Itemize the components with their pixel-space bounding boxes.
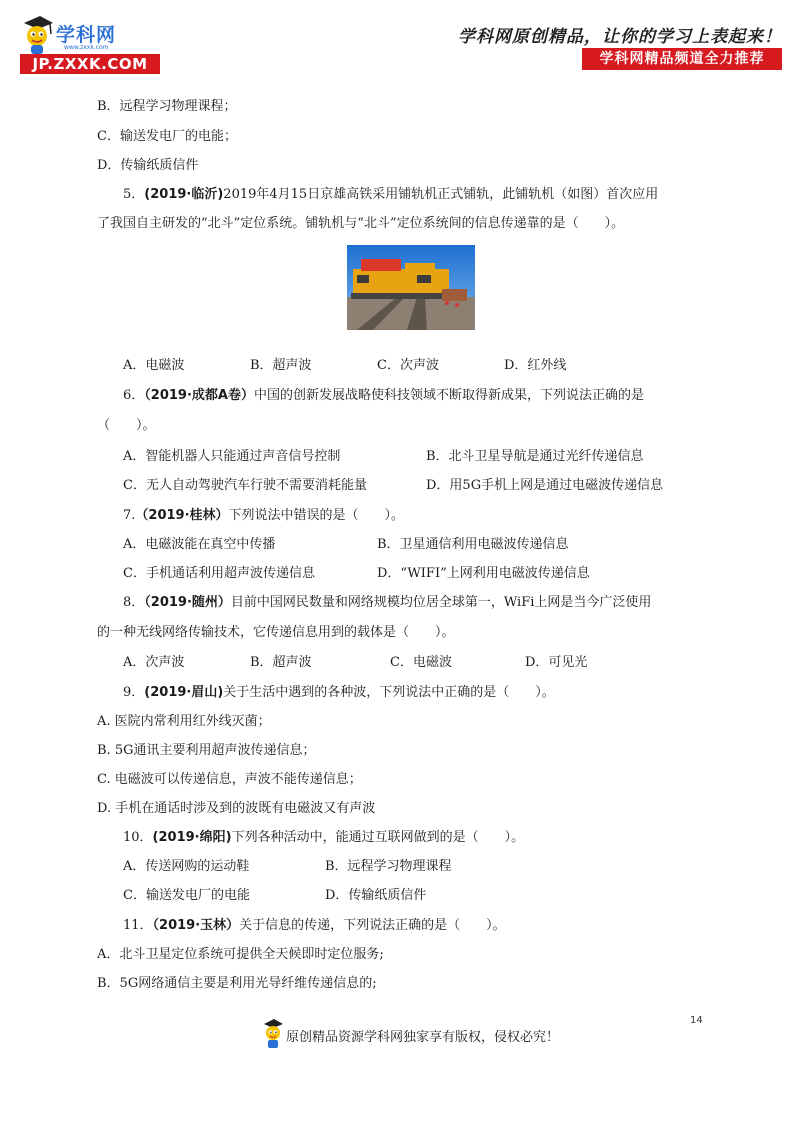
q11-option-b: B．5G网络通信主要是利用光导纤维传递信息的;: [97, 976, 377, 991]
q11-text: 关于信息的传递，下列说法正确的是（ ）。: [239, 918, 506, 933]
q10-option-d: D．传输纸质信件: [325, 888, 427, 903]
q9-option-b: B. 5G通讯主要利用超声波传递信息；: [97, 743, 316, 758]
q5-option-c: C．次声波: [377, 358, 439, 373]
page-footer: [262, 1018, 592, 1052]
q10-stem: [123, 830, 524, 846]
logo-url: www.zxxk.com: [64, 44, 109, 51]
q11-source: （2019·玉林）: [152, 918, 240, 933]
q8-source: （2019·随州）: [144, 595, 231, 610]
q7-option-c: C．手机通话利用超声波传递信息: [123, 566, 315, 581]
q11-option-a: A．北斗卫星定位系统可提供全天候即时定位服务;: [97, 947, 384, 962]
q8-option-c: C．电磁波: [390, 655, 452, 670]
q10-source: (2019·绵阳): [152, 830, 232, 845]
q6-text: 中国的创新发展战略使科技领域不断取得新成果，下列说法正确的是: [253, 388, 644, 403]
q5-stem-cont: 了我国自主研发的“北斗”定位系统。铺轨机与“北斗”定位系统间的信息传递靠的是（ ）。: [97, 216, 625, 231]
q8-option-a: A．次声波: [123, 655, 185, 670]
q9-option-a: A. 医院内常利用红外线灭菌；: [97, 714, 271, 729]
q7-option-d: D．“WIFI”上网利用电磁波传递信息: [377, 566, 590, 581]
q5-option-d: D．红外线: [504, 358, 567, 373]
header-slogan: 学科网原创精品，让你的学习上表起来！: [458, 27, 782, 47]
page-header: [0, 0, 800, 80]
q9-option-c: C. 电磁波可以传递信息，声波不能传递信息；: [97, 772, 362, 787]
q5-option-b: B．超声波: [250, 358, 312, 373]
q6-stem-cont: （ ）。: [97, 418, 156, 433]
mascot-icon: [20, 14, 54, 58]
q5-text: 2019年4月15日京雄高铁采用铺轨机正式铺轨，此铺轨机（如图）首次应用: [223, 187, 659, 202]
q4-option-c: C．输送发电厂的电能；: [97, 129, 237, 144]
q9-source: (2019·眉山): [144, 685, 224, 700]
q5-stem: [123, 187, 658, 203]
q10-text: 下列各种活动中，能通过互联网做到的是（ ）。: [231, 830, 525, 845]
q10-option-a: A．传送网购的运动鞋: [123, 859, 250, 874]
logo-text: 学科网: [56, 24, 117, 46]
channel-badge: 学科网精品频道全力推荐: [582, 48, 782, 70]
q9-number: 9．: [123, 685, 145, 700]
mascot-icon: [262, 1018, 284, 1050]
q7-stem: [123, 508, 404, 524]
q7-option-a: A．电磁波能在真空中传播: [123, 537, 276, 552]
q9-stem: [123, 685, 555, 701]
q8-stem: [123, 595, 651, 611]
q7-text: 下列说法中错误的是（ ）。: [228, 508, 405, 523]
q8-option-d: D．可见光: [525, 655, 588, 670]
q6-option-b: B．北斗卫星导航是通过光纤传递信息: [426, 449, 644, 464]
q10-option-c: C．输送发电厂的电能: [123, 888, 250, 903]
logo-badge: JP.ZXXK.COM: [20, 54, 160, 74]
q5-source: (2019·临沂): [144, 187, 224, 202]
track-laying-machine-photo: [347, 245, 475, 330]
q7-option-b: B．卫星通信利用电磁波传递信息: [377, 537, 569, 552]
q6-source: （2019·成都A卷）: [144, 388, 254, 403]
q8-number: 8．: [123, 595, 145, 610]
page-number: 14: [690, 1015, 703, 1026]
q9-option-d: D. 手机在通话时涉及到的波既有电磁波又有声波: [97, 801, 376, 816]
q8-stem-cont: 的一种无线网络传输技术，它传递信息用到的载体是（ ）。: [97, 625, 455, 640]
q10-option-b: B．远程学习物理课程: [325, 859, 452, 874]
q7-source: （2019·桂林）: [135, 508, 229, 523]
q11-stem: [123, 918, 506, 934]
q6-stem: [123, 388, 644, 404]
site-logo: [20, 14, 160, 74]
copyright-notice: 原创精品资源学科网独家享有版权，侵权必究！: [286, 1030, 560, 1045]
q8-option-b: B．超声波: [250, 655, 312, 670]
q6-option-c: C．无人自动驾驶汽车行驶不需要消耗能量: [123, 478, 367, 493]
q6-option-a: A．智能机器人只能通过声音信号控制: [123, 449, 341, 464]
q10-number: 10．: [123, 830, 153, 845]
q5-number: 5．: [123, 187, 145, 202]
q8-text: 目前中国网民数量和网络规模均位居全球第一，WiFi上网是当今广泛使用: [230, 595, 652, 610]
q7-number: 7.: [123, 508, 136, 523]
q5-option-a: A．电磁波: [123, 358, 185, 373]
q11-number: 11．: [123, 918, 153, 933]
q6-option-d: D．用5G手机上网是通过电磁波传递信息: [426, 478, 664, 493]
q9-text: 关于生活中遇到的各种波，下列说法中正确的是（ ）。: [223, 685, 555, 700]
q4-option-b: B．远程学习物理课程；: [97, 99, 237, 114]
q6-number: 6．: [123, 388, 145, 403]
q4-option-d: D．传输纸质信件: [97, 158, 199, 173]
